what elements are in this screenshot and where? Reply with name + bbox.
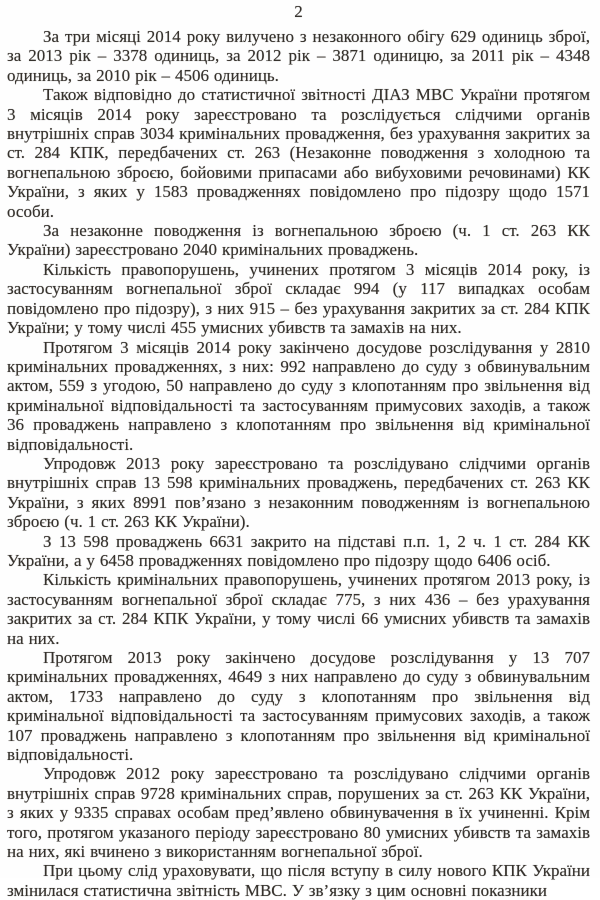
paragraph: Упродовж 2012 року зареєстровано та розслідувано слідчими органів внутрішніх справ 9728 кримінальних справ, порушених за ст. 263 КК України, з яких у 9335 справах особам пред’явлено обвинувачення в їх учиненні. Крім того, протягом указаного періоду зареєстровано 80 умисних убивств та замахів на них, які вчинено з використанням вогнепальної зброї. <box>7 764 590 862</box>
paragraph: Кількість правопорушень, учинених протягом 3 місяців 2014 року, із застосуванням вогнепальної зброї складає 994 (у 117 випадках особам повідомлено про підозру), з них 915 – без урахування закритих за ст. 284 КПК України; у тому числі 455 умисних убивств та замахів на них. <box>7 259 590 338</box>
paragraph: Упродовж 2013 року зареєстровано та розслідувано слідчими органів внутрішніх справ 13 598 кримінальних проваджень, передбачених ст. 263 КК України, з яких 8991 пов’язано з незаконним поводженням із вогнепальною зброєю (ч. 1 ст. 263 КК України). <box>7 453 590 532</box>
paragraph: Також відповідно до статистичної звітності ДІАЗ МВС України протягом 3 місяців 2014 року зареєстровано та розслідується слідчими органів внутрішніх справ 3034 кримінальних провадження, без урахування закритих за ст. 284 КПК, передбачених ст. 263 (Незаконне поводження з холодною та вогнепальною зброєю, бойовими припасами або вибуховими речовинами) КК України, з яких у 1583 провадженнях повідомлено про підозру щодо 1571 особи. <box>7 85 590 221</box>
paragraph: Протягом 3 місяців 2014 року закінчено досудове розслідування у 2810 кримінальних провадженнях, з них: 992 направлено до суду з обвинувальним актом, 559 з угодою, 50 направлено до суду з клопотанням про звільнення від кримінальної відповідальності та застосуванням примусових заходів, а також 36 проваджень направлено з клопотанням про звільнення від кримінальної відповідальності. <box>7 337 590 454</box>
paragraph: За три місяці 2014 року вилучено з незаконного обігу 629 одиниць зброї, за 2013 рік – 3378 одиниць, за 2012 рік – 3871 одиницю, за 2011 рік – 4348 одиниць, за 2010 рік – 4506 одиниць. <box>7 27 590 85</box>
paragraph: При цьому слід ураховувати, що після вступу в силу нового КПК України змінилася статистична звітність МВС. У зв’язку з цим основні показники <box>7 861 590 900</box>
paragraph: З 13 598 проваджень 6631 закрито на підставі п.п. 1, 2 ч. 1 ст. 284 КК України, а у 6458 провадженнях повідомлено про підозру щодо 6406 осіб. <box>7 531 590 570</box>
page-number: 2 <box>294 2 303 21</box>
paragraph: Протягом 2013 року закінчено досудове розслідування у 13 707 кримінальних провадженнях, 4649 з них направлено до суду з обвинувальним актом, 1733 направлено до суду з клопотанням про звільнення від кримінальної відповідальності та застосуванням примусових заходів, а також 107 проваджень направлено з клопотанням про звільнення від кримінальної відповідальності. <box>7 648 590 765</box>
paragraph: Кількість кримінальних правопорушень, учинених протягом 2013 року, із застосуванням вогнепальної зброї складає 775, з них 436 – без урахування закритих за ст. 284 КПК України, у тому числі 66 умисних убивств та замахів на них. <box>7 570 590 648</box>
paragraph: За незаконне поводження із вогнепальною зброєю (ч. 1 ст. 263 КК України) зареєстровано 2040 кримінальних проваджень. <box>7 221 590 260</box>
